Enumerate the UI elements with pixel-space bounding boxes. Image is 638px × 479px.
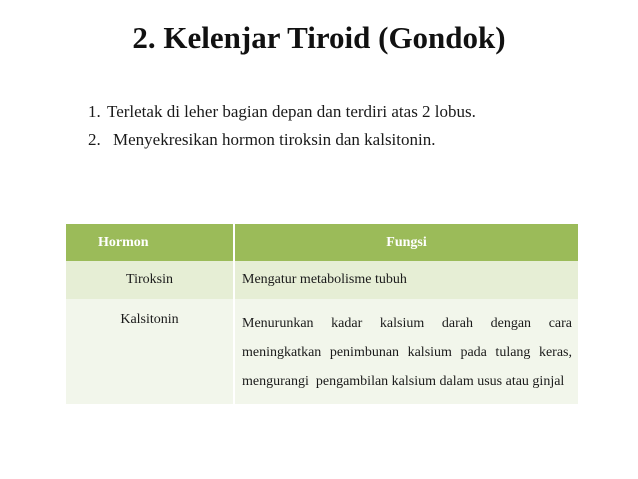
point-text: Terletak di leher bagian depan dan terdiri atas 2 lobus. <box>107 102 476 121</box>
table-row <box>66 261 578 299</box>
table-row <box>66 299 578 404</box>
point-item <box>88 98 476 126</box>
point-number: 2. <box>88 130 101 149</box>
hormone-table <box>66 224 578 404</box>
cell-fungsi: Mengatur metabolisme tubuh <box>234 261 578 299</box>
point-item <box>88 126 476 154</box>
table-header-row <box>66 224 578 261</box>
point-text: Menyekresikan hormon tiroksin dan kalsitonin. <box>113 130 436 149</box>
slide-title: 2. Kelenjar Tiroid (Gondok) <box>132 20 506 55</box>
header-fungsi: Fungsi <box>234 224 578 261</box>
cell-fungsi: Menurunkan kadar kalsium darah dengan cara meningkatkan penimbunan kalsium pada tulang keras, mengurangi pengambilan kalsium dalam usus atau ginjal <box>234 299 578 404</box>
cell-hormon: Kalsitonin <box>66 299 234 404</box>
point-list <box>88 98 476 154</box>
header-hormon: Hormon <box>66 224 234 261</box>
cell-hormon: Tiroksin <box>66 261 234 299</box>
point-number: 1. <box>88 102 101 121</box>
